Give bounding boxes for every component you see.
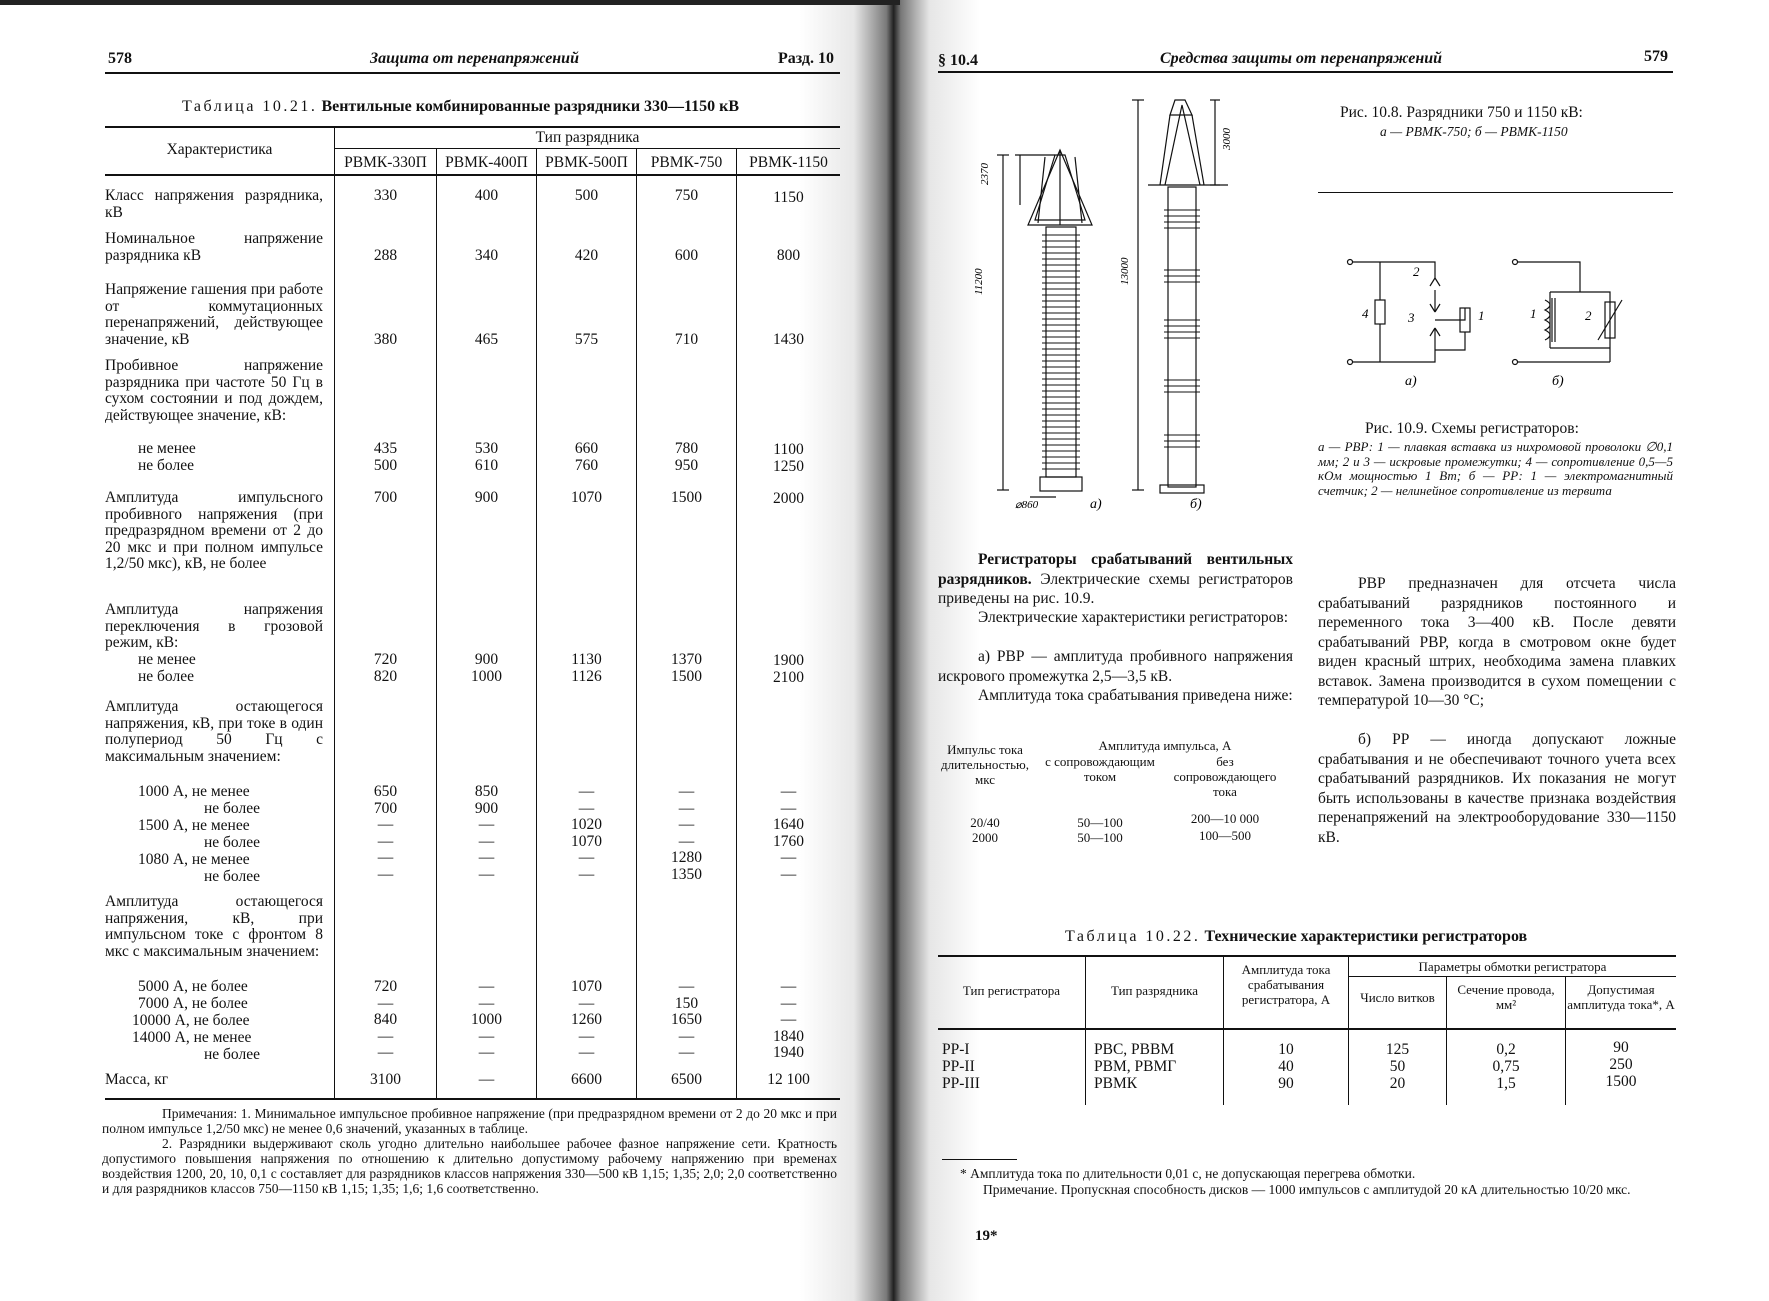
- table-cell: 650 700 — — — —: [373, 783, 398, 883]
- table-cell: 12 100: [767, 1071, 810, 1088]
- row-sub-label: 7000 А, не более: [138, 995, 248, 1012]
- row-sub-label: 14000 А, не менее: [132, 1029, 252, 1046]
- row-sub-label: не более: [204, 1046, 260, 1063]
- table-col-divider: [436, 148, 437, 1099]
- table-col-divider: [736, 148, 737, 1099]
- row-sub-label: не менее: [138, 440, 196, 457]
- table-cell: 1500: [671, 489, 702, 506]
- mini-table-cell: 2000: [972, 830, 998, 845]
- table-cell: 1070: [571, 489, 602, 506]
- table-cell: — — — — 1280 1350: [671, 783, 702, 883]
- table-cell: 900 1000: [471, 651, 502, 685]
- fig-label: 1: [1478, 308, 1485, 323]
- left-running-head: Защита от перенапряжений: [370, 50, 579, 67]
- table22-header: Тип разрядника: [1110, 983, 1199, 998]
- rr-paragraph: б) РР — иногда допускают ложные срабатывания и не обеспечивают точного учета всех срабатываний разрядников. Их показания не могут быть использованы в качестве признака воздействия перенапряжений на электрооборудование 330—1150 кВ.: [1318, 731, 1676, 846]
- row-sub-label: не более: [204, 868, 260, 885]
- left-header-rule: [105, 72, 840, 74]
- table-cell: 465: [474, 331, 499, 348]
- table-cell: 1370 1500: [671, 651, 702, 685]
- row-sub-label: 1080 А, не менее: [138, 851, 250, 868]
- row-label: Масса, кг: [105, 1071, 169, 1088]
- table22-caption-prefix: Таблица 10.22.: [1065, 928, 1201, 945]
- table-header-rule: [105, 174, 840, 176]
- table-cell: 1070 — 1260 — —: [571, 978, 602, 1061]
- table22-cell: РР-II: [942, 1058, 975, 1075]
- registrators-text: Электрические схемы регистраторов приведены на рис. 10.9.: [938, 570, 1293, 607]
- table22-cell: РВМК: [1094, 1075, 1138, 1092]
- row-sub-label: 10000 А, не более: [132, 1012, 250, 1029]
- table-top-rule: [105, 126, 840, 128]
- mini-table-cell: 50—100: [1077, 830, 1123, 845]
- mini-table-header-2: Амплитуда импульса, А: [1098, 738, 1232, 753]
- table22-cell: 90: [1613, 1039, 1629, 1056]
- footnote-rule: [942, 1159, 1017, 1160]
- table-caption-title: Вентильные комбинированные разрядники 330—1150 кВ: [321, 98, 740, 115]
- mini-table-cell: 100—500: [1199, 828, 1251, 843]
- fig-dim: 11200: [973, 268, 985, 295]
- registrators-current-intro: Амплитуда тока срабатывания приведена ниже:: [978, 687, 1293, 704]
- fig-dim: 13000: [1119, 257, 1131, 285]
- table-cell: 800: [776, 247, 801, 264]
- table-cell: 780 950: [674, 440, 699, 474]
- left-section: Разд. 10: [778, 50, 835, 67]
- table-10-22-caption: [1065, 928, 1527, 946]
- row-sub-label: 5000 А, не более: [138, 978, 248, 995]
- figure-10-9-description: а — РВР: 1 — плавкая вставка из нихромовой проволоки ∅0,1 мм; 2 и 3 — искровые промежутки; 4 — сопротивление 0,5—5 кОм мощностью 1 Вт; б — РР: 1 — электромагнитный счетчик; 2 — нелинейное сопротивление из тервита: [1318, 439, 1673, 498]
- table22-cell: 0,2: [1496, 1041, 1516, 1058]
- row-sub-label: не более: [204, 834, 260, 851]
- table-cell: 330: [373, 187, 398, 204]
- row-label: Напряжение гашения при работе от коммутационных перенапряжений, действующее значение, кВ: [105, 281, 323, 348]
- table-cell: 1100 1250: [773, 441, 804, 475]
- mini-table-header-2a: с сопровождающим током: [1045, 754, 1155, 784]
- table-bottom-rule: [105, 1098, 840, 1100]
- table22-cell: 50: [1389, 1058, 1406, 1075]
- table-cell: 1900 2100: [773, 652, 804, 686]
- table22-group-rule: [1348, 976, 1676, 977]
- column-header: РВМК-1150: [749, 154, 828, 171]
- figure-10-9-drawing: [1340, 250, 1660, 395]
- table-10-21-caption: [182, 98, 739, 116]
- table22-cell: 1,5: [1496, 1075, 1516, 1092]
- table-cell: 1430: [773, 331, 804, 348]
- figure-10-8-drawing: [960, 95, 1240, 527]
- rvr-paragraph: РВР предназначен для отсчета числа срабатываний разрядников постоянного и переменного тока 3—400 кВ. После девяти срабатываний РВР, когда в смотровом окне будет виден красный штрих, необходима замена плавких вставок. Замена производится в сухом помещении с температурой 10—30 °С;: [1318, 575, 1676, 709]
- table-cell: 1130 1126: [571, 651, 602, 685]
- table-cell: 900: [474, 489, 499, 506]
- table22-header: Тип регистратора: [962, 983, 1061, 998]
- table22-caption-title: Технические характеристики регистраторов: [1204, 928, 1528, 945]
- header-type-group: Тип разрядника: [535, 129, 640, 146]
- fig-sublabel: б): [1190, 497, 1202, 512]
- figure-10-9-caption: Рис. 10.9. Схемы регистраторов:: [1365, 420, 1579, 437]
- table-cell: 530 610: [474, 440, 499, 474]
- table-cell: — — — 1840 1940: [773, 978, 804, 1061]
- table22-cell: РР-I: [942, 1041, 970, 1058]
- table-cell: 435 500: [373, 440, 398, 474]
- table22-cell: РР-III: [942, 1075, 980, 1092]
- mini-table-cell: 50—100: [1077, 815, 1123, 830]
- table22-cell: 20: [1389, 1075, 1406, 1092]
- column-header: РВМК-500П: [545, 154, 628, 171]
- table-cell: —: [478, 1071, 495, 1088]
- row-sub-label: не более: [204, 800, 260, 817]
- table-cell: 288: [373, 247, 398, 264]
- mini-table-header-1: Импульс тока длительностью, мкс: [940, 742, 1030, 787]
- table22-header: Амплитуда тока срабатывания регистратора, А: [1241, 962, 1331, 1007]
- table-cell: 720 — 840 — —: [373, 978, 398, 1061]
- registrators-paragraph: [938, 550, 1293, 609]
- figure-10-8-caption: Рис. 10.8. Разрядники 750 и 1150 кВ:: [1340, 104, 1583, 121]
- right-section: § 10.4: [938, 52, 978, 69]
- right-header-rule: [938, 71, 1673, 73]
- table-cell: 3100: [370, 1071, 401, 1088]
- table-cell: — — 1020 1070 — —: [571, 783, 602, 883]
- row-label: Амплитуда остающегося напряжения, кВ, при импульсном токе с фронтом 8 мкс с максимальным значением:: [105, 893, 323, 960]
- left-page-number: 578: [108, 50, 132, 67]
- figure-10-8-subcaption: а — РВМК-750; б — РВМК-1150: [1380, 124, 1568, 139]
- table22-cell: 0,75: [1492, 1058, 1520, 1075]
- registrators-rvr-voltage: а) РВР — амплитуда пробивного напряжения искрового промежутка 2,5—3,5 кВ.: [938, 648, 1293, 685]
- table22-col-divider: [1085, 955, 1086, 1105]
- right-running-head: Средства защиты от перенапряжений: [1160, 50, 1443, 67]
- table-cell: 850 900 — — — —: [474, 783, 499, 883]
- row-label: Амплитуда остающегося напряжения, кВ, при токе в один полупериод 50 Гц с максимальным значением:: [105, 698, 323, 765]
- table-cell: 1150: [773, 189, 804, 206]
- fig-label: 4: [1362, 306, 1369, 321]
- registrators-heading: Регистраторы срабатываний вентильных разрядников.: [938, 551, 1293, 588]
- table-group-rule: [335, 148, 840, 149]
- table22-cell: 1500: [1605, 1073, 1637, 1090]
- top-edge-bar: [0, 0, 900, 5]
- footnote: * Амплитуда тока по длительности 0,01 с, не допускающая перегрева обмотки.: [960, 1166, 1416, 1181]
- row-label: Амплитуда напряжения переключения в грозовой режим, кВ:: [105, 601, 323, 651]
- mini-table-cell: 20/40: [970, 815, 1000, 830]
- row-label: Класс напряжения разрядника, кВ: [105, 187, 323, 221]
- fig-label: 3: [1408, 310, 1415, 325]
- table-cell: 710: [674, 331, 699, 348]
- table-cell: 6600: [571, 1071, 602, 1088]
- table22-cell: РВС, РВВМ: [1094, 1041, 1175, 1058]
- fig-dim: 3000: [1221, 128, 1233, 150]
- table22-cell: 40: [1278, 1058, 1294, 1075]
- table22-cell: 10: [1278, 1041, 1294, 1058]
- table22-cell: 125: [1385, 1041, 1410, 1058]
- row-label: Пробивное напряжение разрядника при частоте 50 Гц в сухом состоянии и под дождем, действующее значение, кВ:: [105, 357, 323, 424]
- table-cell: 380: [373, 331, 398, 348]
- fig-label: 1: [1530, 306, 1537, 321]
- table-cell: 750: [674, 187, 699, 204]
- table22-header: Сечение провода, мм²: [1457, 982, 1555, 1012]
- table-cell: — — 1640 1760 — —: [773, 783, 804, 883]
- printer-signature: 19*: [975, 1228, 998, 1244]
- table-cell: 600: [674, 247, 699, 264]
- table22-cell: 250: [1609, 1056, 1633, 1073]
- registrators-char-text: Электрические характеристики регистраторов:: [978, 609, 1289, 626]
- row-sub-label: не более: [138, 457, 194, 474]
- table22-header: Параметры обмотки регистратора: [1418, 959, 1607, 974]
- table-cell: 720 820: [373, 651, 398, 685]
- fig-sublabel: а): [1405, 374, 1417, 389]
- table-cell: — — 1000 — —: [471, 978, 502, 1061]
- column-header: РВМК-750: [650, 154, 723, 171]
- table22-header: Допустимая амплитуда тока*, А: [1567, 982, 1675, 1012]
- fig-sublabel: б): [1552, 374, 1564, 389]
- table-notes-1: Примечания: 1. Минимальное импульсное пробивное напряжение (при предразрядном времени от 2 до 20 мкс и при полном импульсе 1,2/50 мкс) не менее 0,6 значений, указанных в таблице.: [102, 1106, 837, 1136]
- table-cell: 700: [373, 489, 398, 506]
- table22-note: Примечание. Пропускная способность дисков — 1000 импульсов с амплитудой 20 кА длительностью 10/20 мкс.: [983, 1182, 1631, 1197]
- table-notes-2: 2. Разрядники выдерживают сколь угодно длительно наибольшее рабочее фазное напряжение сети. Кратность допустимого повышения напряжения по отношению к длительно допустимому рабочему напряжению при временах воздействия 1200, 20, 10, 0,1 с составляет для разрядников классов напряжения 330—500 кВ 1,15; 1,35; 2,0; 2,0 соответственно и для разрядников классов 750—1150 кВ 1,15; 1,35; 1,6; 1,6 соответственно.: [102, 1136, 837, 1196]
- row-label: Номинальное напряжение разрядника кВ: [105, 230, 323, 264]
- fig-label: 2: [1585, 308, 1592, 323]
- row-sub-label: 1000 А, не менее: [138, 783, 250, 800]
- fig-sublabel: а): [1090, 497, 1102, 512]
- table-cell: 500: [574, 187, 599, 204]
- table-cell: 340: [474, 247, 499, 264]
- table-cell: 2000: [773, 490, 804, 507]
- row-sub-label: 1500 А, не менее: [138, 817, 250, 834]
- row-label: Амплитуда импульсного пробивного напряжения (при предразрядном времени от 2 до 20 мкс и при полном импульсе 1,2/50 мкс), кВ, не более: [105, 489, 323, 572]
- header-characteristic: Характеристика: [166, 141, 273, 158]
- table-cell: 575: [574, 331, 599, 348]
- row-sub-label: не менее: [138, 651, 196, 668]
- table22-cell: 90: [1278, 1075, 1294, 1092]
- table22-header: Число витков: [1360, 990, 1435, 1005]
- column-header: РВМК-400П: [445, 154, 528, 171]
- table22-cell: РВМ, РВМГ: [1094, 1058, 1177, 1075]
- table-caption-prefix: Таблица 10.21.: [182, 98, 318, 115]
- table-cell: 400: [474, 187, 499, 204]
- row-sub-label: не более: [138, 668, 194, 685]
- table-col-divider: [636, 148, 637, 1099]
- table-cell: 660 760: [574, 440, 599, 474]
- figure-divider: [1318, 192, 1673, 193]
- table22-top-rule: [938, 955, 1676, 957]
- fig-dim: 2370: [979, 163, 991, 185]
- table-col-divider: [536, 148, 537, 1099]
- table-cell: 6500: [671, 1071, 702, 1088]
- mini-table-header-2b: без сопровождающего тока: [1173, 754, 1277, 799]
- fig-dim: ⌀860: [1015, 499, 1039, 511]
- right-page-number: 579: [1644, 48, 1668, 65]
- column-header: РВМК-330П: [344, 154, 427, 171]
- table-cell: — 150 1650 — —: [671, 978, 702, 1061]
- fig-label: 2: [1413, 264, 1420, 279]
- table-cell: 420: [574, 247, 599, 264]
- table-col-divider: [334, 126, 335, 1099]
- mini-table-cell: 200—10 000: [1190, 811, 1260, 826]
